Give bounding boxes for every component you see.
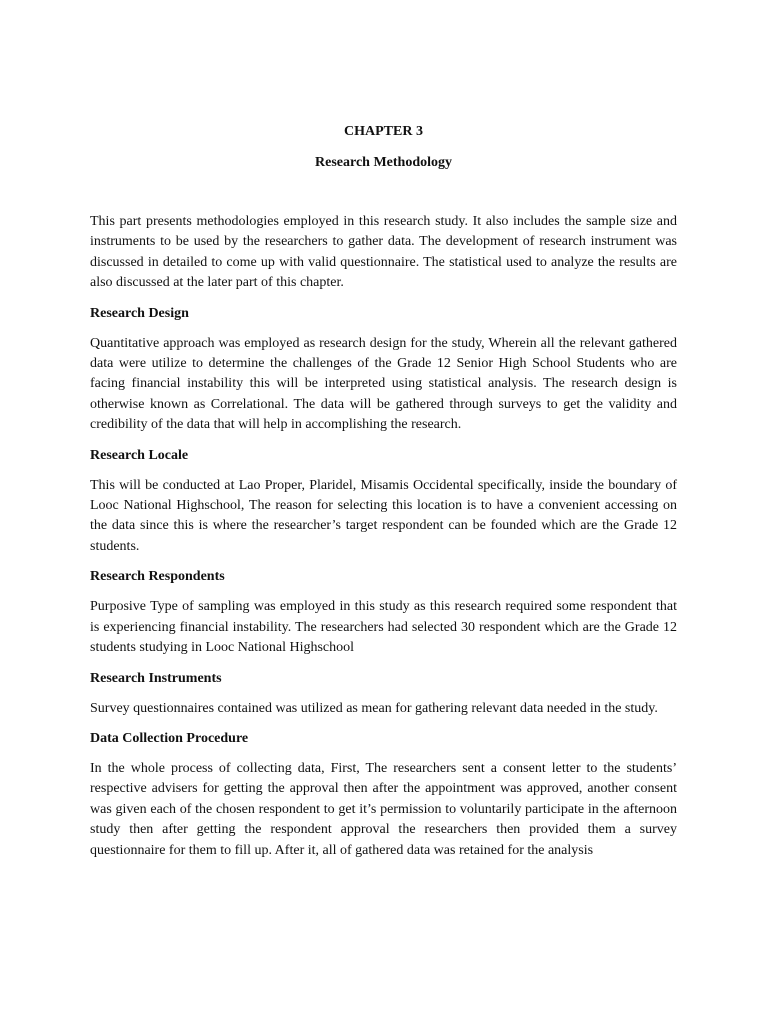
intro-paragraph: This part presents methodologies employed in this research study. It also includes the sample size and instruments to be used by the researchers to gather data. The development of research instrument was discussed in detailed to come up with valid questionnaire. The statistical used to analyze the results are also discussed at the later part of this chapter. (90, 214, 677, 291)
section-body-research-locale: This will be conducted at Lao Proper, Plaridel, Misamis Occidental specifically, inside the boundary of Looc National Highschool, The reason for selecting this location is to have a convenient accessing on the data since this is where the researcher’s target respondent can be founded which are the Grade 12 students. (90, 477, 677, 554)
section-body-research-respondents: Purposive Type of sampling was employed in this study as this research required some respondent that is experiencing financial instability. The researchers had selected 30 respondent which are the Grade 12 students studying in Looc National Highschool (90, 599, 677, 656)
section-body-research-instruments: Survey questionnaires contained was utilized as mean for gathering relevant data needed in the study. (90, 700, 658, 716)
section-heading-data-collection: Data Collection Procedure (90, 730, 249, 746)
section-body-research-design: Quantitative approach was employed as research design for the study, Wherein all the relevant gathered data were utilize to determine the challenges of the Grade 12 Senior High School Students who are facing financial instability this will be interpreted using statistical analysis. The research design is otherwise known as Correlational. The data will be gathered through surveys to get the validity and credibility of the data that will help in accomplishing the research. (90, 335, 677, 433)
section-body-data-collection: In the whole process of collecting data, First, The researchers sent a consent letter to the students’ respective advisers for getting the approval then after the appointment was approved, another consent was given each of the chosen respondent to get it’s permission to voluntarily participate in the afternoon study then after getting the respondent approval the researchers then provided them a survey questionnaire for them to fill up. After it, all of gathered data was retained for the analysis (90, 760, 677, 858)
chapter-title: Research Methodology (315, 155, 452, 170)
document-page (90, 122, 677, 861)
section-heading-research-respondents: Research Respondents (90, 569, 225, 585)
section-heading-research-design: Research Design (90, 305, 189, 321)
section-heading-research-instruments: Research Instruments (90, 670, 222, 686)
section-heading-research-locale: Research Locale (90, 447, 189, 463)
chapter-number: CHAPTER 3 (344, 124, 423, 139)
